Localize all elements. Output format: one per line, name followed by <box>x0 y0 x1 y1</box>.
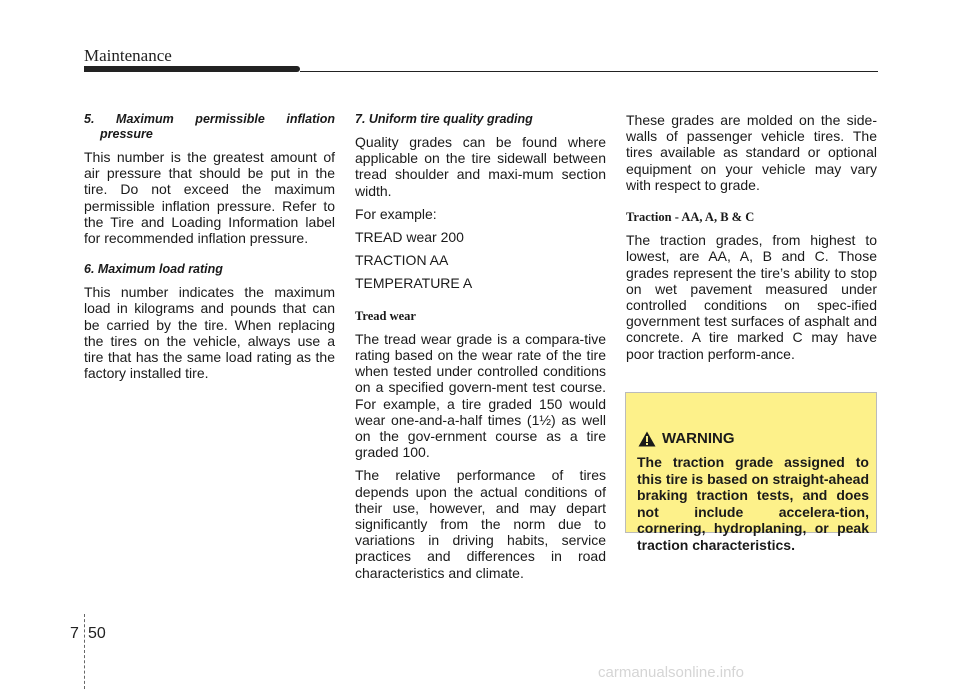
section-5-title: 5. Maximum permissible inflation pressure <box>84 112 335 141</box>
warning-header <box>638 430 735 447</box>
column-right <box>626 112 877 369</box>
footer-divider <box>84 614 86 689</box>
section-6-title: 6. Maximum load rating <box>84 262 223 277</box>
page-number: 50 <box>88 625 106 642</box>
grades-intro: These grades are molded on the side-walls of passenger vehicle tires. The tires available as standard or optional equipment on your vehicle may vary with respect to grade. <box>626 112 877 193</box>
chapter-number: 7 <box>70 625 79 642</box>
warning-title: WARNING <box>662 430 735 447</box>
treadwear-title: Tread wear <box>355 308 416 323</box>
section-7-body: Quality grades can be found where applicable on the tire sidewall between tread shoulder and maxi-mum section width. <box>355 134 606 199</box>
header-bar <box>84 66 300 72</box>
section-5-body: This number is the greatest amount of air pressure that should be put in the tire. Do not exceed the maximum permissible inflation pressure. Refer to the Tire and Loading Information label for recommended inflation pressure. <box>84 149 335 247</box>
traction-body: The traction grades, from highest to lowest, are AA, A, B and C. Those grades represent the tire’s ability to stop on wet pavement measured under controlled conditions on spec-ified government test surfaces of asphalt and concrete. A tire marked C may have poor traction perform-ance. <box>626 232 877 362</box>
example-line: TEMPERATURE A <box>355 275 473 292</box>
warning-body: The traction grade assigned to this tire is based on straight-ahead braking traction tests, and does not include accelera-tion, cornering, hydroplaning, or peak traction characteristics. <box>637 454 869 553</box>
warning-triangle-icon <box>638 431 656 447</box>
column-middle <box>355 112 606 588</box>
traction-title: Traction - AA, A, B & C <box>626 210 755 225</box>
treadwear-body: The relative performance of tires depends upon the actual conditions of their use, however, and may depart significantly from the norm due to variations in driving habits, service practices and differences in road characteristics and climate. <box>355 467 606 581</box>
example-line: TREAD wear 200 <box>355 229 464 246</box>
treadwear-body: The tread wear grade is a compara-tive rating based on the wear rate of the tire when tested under controlled conditions on a specified govern-ment test course. For example, a tire graded 150 would wear one-and-a-half times (1½) as well on the gov-ernment course as a tire graded 100. <box>355 330 606 461</box>
watermark: carmanualsonline.info <box>598 664 744 681</box>
example-line: TRACTION AA <box>355 252 449 269</box>
example-label: For example: <box>355 205 437 222</box>
header-rule <box>300 71 878 72</box>
section-6-body: This number indicates the maximum load in kilograms and pounds that can be carried by the tire. When replacing the tires on the vehicle, always use a tire that has the same load rating as the factory installed tire. <box>84 284 335 382</box>
column-left <box>84 112 335 388</box>
section-7-title: 7. Uniform tire quality grading <box>355 112 533 126</box>
warning-box <box>625 392 877 553</box>
header-title: Maintenance <box>84 46 172 65</box>
